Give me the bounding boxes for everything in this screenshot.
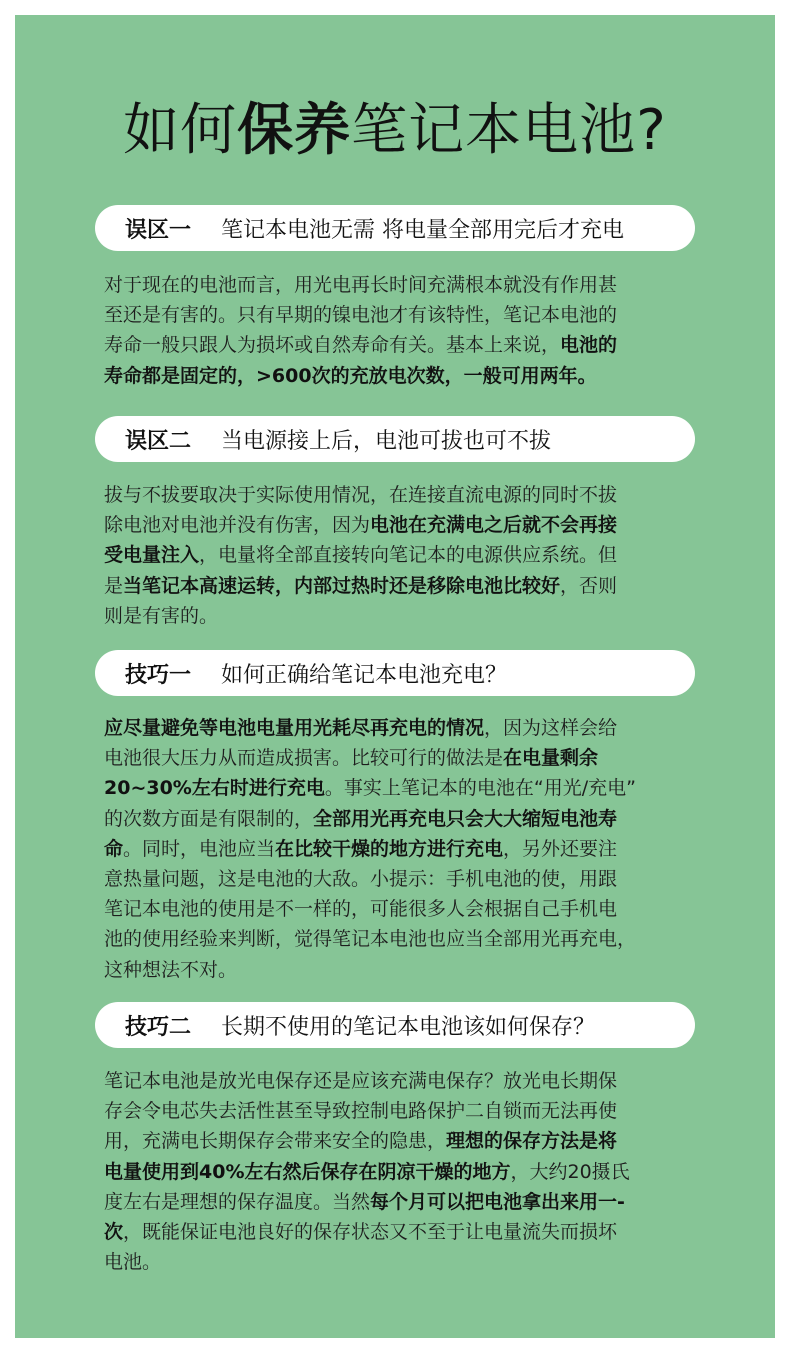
- emphasis-text: 命: [104, 837, 124, 860]
- paragraph-line: [104, 571, 694, 601]
- emphasis-text: 在比较干燥的地方进行充电: [275, 837, 504, 860]
- body-text: ，电量将全部直接转向笔记本的电源供应系统。但: [199, 544, 618, 567]
- paragraph-line: [104, 713, 694, 743]
- emphasis-text: 20~30%左右时进行充电: [104, 777, 325, 800]
- paragraph-line: [104, 361, 694, 391]
- emphasis-text: 全部用光再充电只会大大缩短电池寿: [313, 807, 618, 830]
- body-text: ，否则: [560, 574, 618, 597]
- body-text: 意热量问题，这是电池的大敌。小提示：手机电池的使，用跟: [104, 868, 618, 891]
- body-text: 是: [104, 574, 124, 597]
- emphasis-text: 每个月可以把电池拿出来用一-: [370, 1190, 625, 1213]
- body-text: 存会令电芯失去活性甚至导致控制电路保护二自锁而无法再使: [104, 1100, 618, 1123]
- section-header-myth-2: [95, 416, 695, 462]
- paragraph-line: [104, 924, 694, 954]
- paragraph-line: [104, 1126, 694, 1156]
- paragraph-line: [104, 1066, 694, 1096]
- body-text: 对于现在的电池而言，用光电再长时间充满根本就没有作用甚: [104, 274, 618, 296]
- body-text: 拔与不拔要取决于实际使用情况，在连接直流电源的同时不拔: [104, 484, 618, 506]
- emphasis-text: 电池在充满电之后就不会再接: [370, 514, 618, 537]
- paragraph-line: [104, 1157, 694, 1187]
- body-text: 至还是有害的。只有早期的镍电池才有该特性，笔记本电池的: [104, 304, 618, 327]
- page-title: [0, 86, 790, 166]
- section-header-tip-1: [95, 650, 695, 696]
- emphasis-text: 电量使用到40%左右然后保存在阴凉干燥的地方: [104, 1160, 511, 1183]
- body-text: 电池。: [104, 1251, 162, 1274]
- paragraph-line: [104, 330, 694, 360]
- emphasis-text: 当笔记本高速运转，内部过热时还是移除电池比较好: [123, 574, 561, 597]
- body-text: 则是有害的。: [104, 604, 219, 627]
- section-body-myth-2: [104, 480, 694, 631]
- emphasis-text: 在电量剩余: [503, 747, 599, 770]
- paragraph-line: [104, 480, 694, 510]
- body-text: 。同时，电池应当: [123, 837, 276, 860]
- paragraph-line: [104, 270, 694, 300]
- section-tag: 误区一: [125, 217, 192, 243]
- body-text: ，另外还要注: [503, 837, 618, 860]
- section-heading: 当电源接上后，电池可拔也可不拔: [221, 428, 552, 454]
- section-heading: 如何正确给笔记本电池充电？: [221, 662, 508, 688]
- emphasis-text: 次: [104, 1221, 124, 1244]
- section-tag: 技巧一: [125, 662, 192, 688]
- paragraph-line: [104, 1096, 694, 1126]
- paragraph-line: [104, 510, 694, 540]
- paragraph-line: [104, 864, 694, 894]
- paragraph-line: [104, 300, 694, 330]
- section-body-tip-2: [104, 1066, 694, 1277]
- paragraph-line: [104, 955, 694, 985]
- emphasis-text: 理想的保存方法是将: [446, 1130, 618, 1153]
- paragraph-line: [104, 540, 694, 570]
- body-text: 寿命一般只跟人为损坏或自然寿命有关。基本上来说，: [104, 334, 561, 357]
- body-text: 。事实上笔记本的电池在“用光/充电”: [324, 777, 636, 800]
- paragraph-line: [104, 1247, 694, 1277]
- title-prefix: 如何: [123, 98, 238, 163]
- section-heading: 笔记本电池无需 将电量全部用完后才充电: [221, 217, 625, 243]
- section-header-myth-1: [95, 205, 695, 251]
- emphasis-text: 受电量注入: [104, 544, 200, 567]
- body-text: 池的使用经验来判断，觉得笔记本电池也应当全部用光再充电，: [104, 928, 637, 951]
- paragraph-line: [104, 894, 694, 924]
- body-text: ，大约20摄氏: [510, 1160, 630, 1183]
- body-text: 这种想法不对。: [104, 958, 238, 981]
- section-tag: 技巧二: [125, 1014, 192, 1040]
- body-text: 除电池对电池并没有伤害，因为: [104, 514, 371, 537]
- paragraph-line: [104, 743, 694, 773]
- title-suffix: 笔记本电池?: [351, 98, 667, 163]
- title-emphasis: 保养: [237, 98, 352, 163]
- body-text: 用，充满电长期保存会带来安全的隐患，: [104, 1130, 447, 1153]
- body-text: 的次数方面是有限制的，: [104, 807, 314, 830]
- section-body-tip-1: [104, 713, 694, 985]
- paragraph-line: [104, 1217, 694, 1247]
- emphasis-text: 电池的: [560, 334, 618, 357]
- body-text: 笔记本电池是放光电保存还是应该充满电保存？放光电长期保: [104, 1070, 618, 1092]
- body-text: 电池很大压力从而造成损害。比较可行的做法是: [104, 747, 504, 770]
- paragraph-line: [104, 601, 694, 631]
- section-heading: 长期不使用的笔记本电池该如何保存？: [221, 1014, 596, 1040]
- emphasis-text: 寿命都是固定的，>600次的充放电次数，一般可用两年。: [104, 364, 597, 387]
- paragraph-line: [104, 773, 694, 803]
- body-text: ，因为这样会给: [484, 717, 618, 739]
- body-text: 度左右是理想的保存温度。当然: [104, 1190, 371, 1213]
- paragraph-line: [104, 804, 694, 834]
- paragraph-line: [104, 1187, 694, 1217]
- section-body-myth-1: [104, 270, 694, 391]
- body-text: ，既能保证电池良好的保存状态又不至于让电量流失而损坏: [123, 1221, 618, 1244]
- paragraph-line: [104, 834, 694, 864]
- section-header-tip-2: [95, 1002, 695, 1048]
- body-text: 笔记本电池的使用是不一样的，可能很多人会根据自己手机电: [104, 898, 618, 921]
- emphasis-text: 应尽量避免等电池电量用光耗尽再充电的情况: [104, 717, 485, 739]
- section-tag: 误区二: [125, 428, 192, 454]
